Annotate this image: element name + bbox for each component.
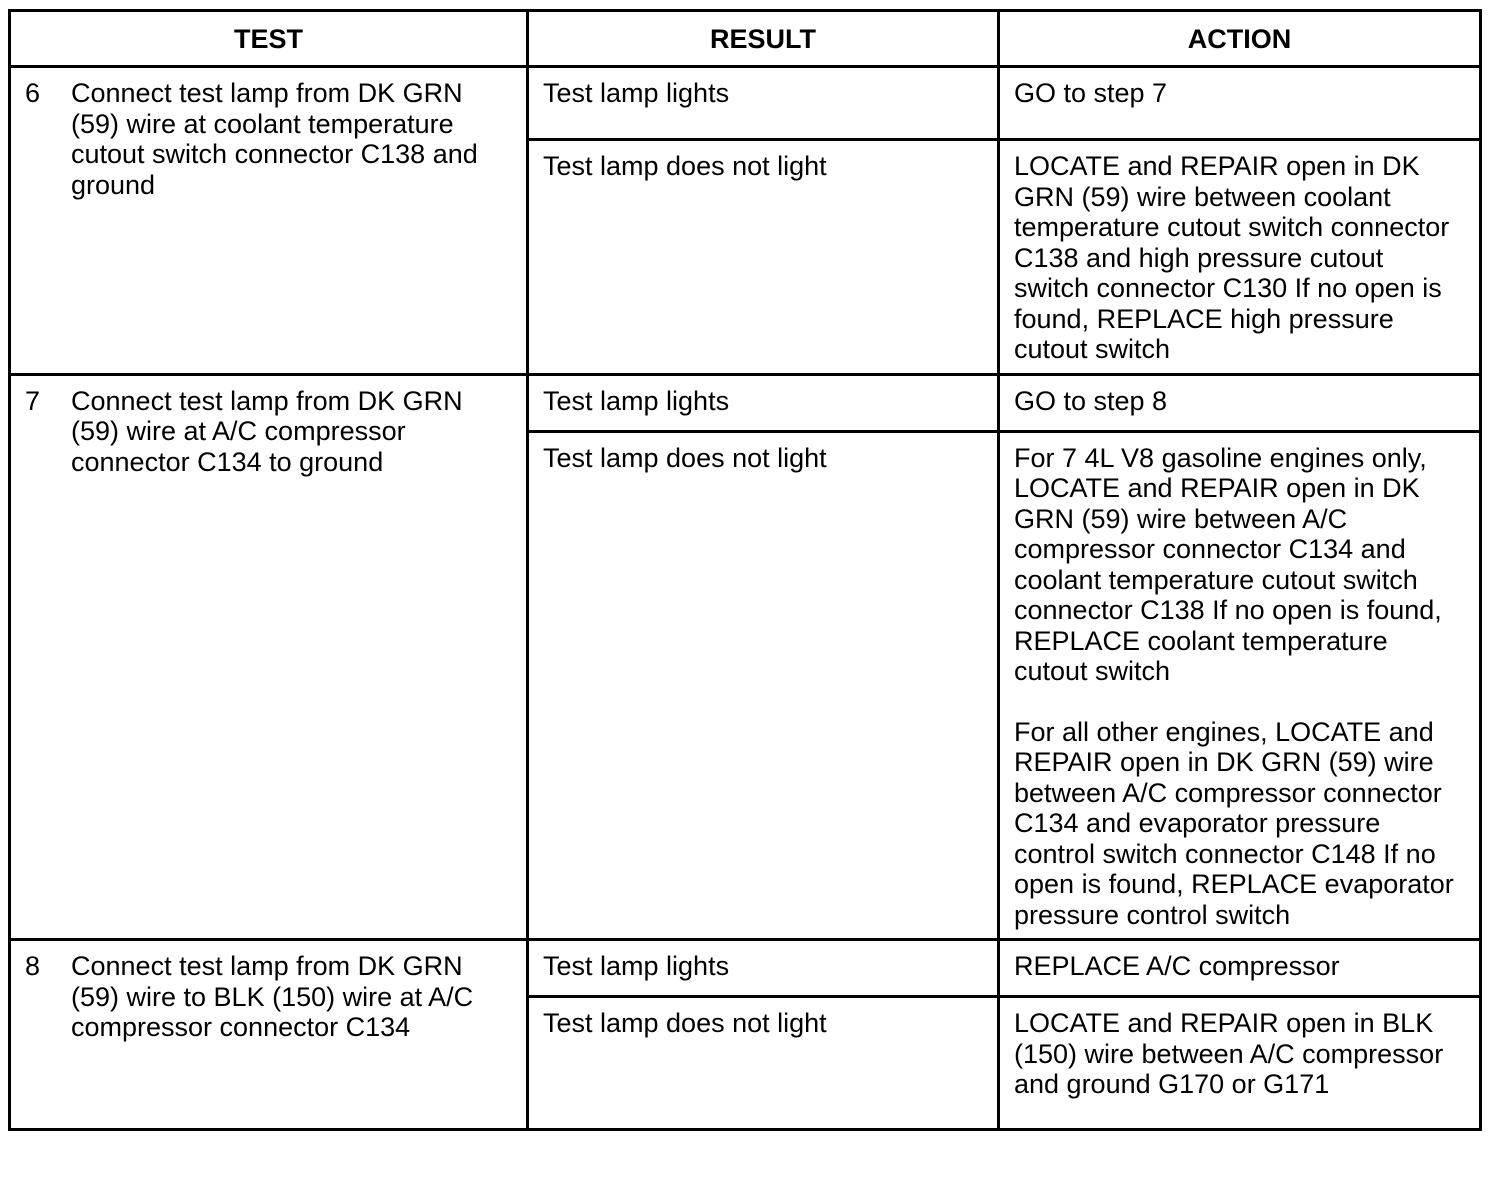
test-description: Connect test lamp from DK GRN (59) wire to BLK (150) wire at A/C compressor connector C134: [71, 951, 474, 1042]
test-description: Connect test lamp from DK GRN (59) wire at A/C compressor connector C134 to ground: [71, 385, 463, 477]
test-description: Connect test lamp from DK GRN (59) wire at coolant temperature cutout switch connector C138 and ground: [71, 78, 478, 200]
result-cell: Test lamp does not light: [528, 140, 999, 375]
action-text: GO to step 7: [1014, 78, 1168, 108]
step-number: 7: [25, 385, 41, 416]
test-cell-step-7: [10, 374, 528, 940]
action-cell: [999, 67, 1481, 140]
action-text: LOCATE and REPAIR open in BLK (150) wire between A/C compressor and ground G170 or G171: [1014, 1008, 1444, 1099]
step-number: 6: [25, 78, 41, 108]
result-cell: Test lamp does not light: [528, 431, 999, 940]
header-test: TEST: [10, 11, 528, 67]
action-text: REPLACE A/C compressor: [1014, 951, 1340, 981]
test-cell-step-6: [10, 67, 528, 375]
header-action: ACTION: [999, 11, 1481, 67]
diagnosis-table: [8, 9, 1482, 1131]
step-number: 8: [25, 951, 41, 981]
result-cell: Test lamp lights: [528, 374, 999, 431]
action-cell: [999, 374, 1481, 431]
action-cell: [999, 140, 1481, 375]
action-text: For all other engines, LOCATE and REPAIR open in DK GRN (59) wire between A/C compressor connector C134 and evaporator pressure control switch connector C148 If no open is found, REPLACE evaporator pressure control switch: [1014, 716, 1454, 930]
action-cell: [999, 431, 1481, 940]
test-cell-step-8: [10, 940, 528, 1130]
action-text: GO to step 8: [1014, 385, 1168, 416]
table-row: [10, 67, 1481, 140]
action-text: For 7 4L V8 gasoline engines only, LOCATE and REPAIR open in DK GRN (59) wire between A/C compressor connector C134 and coolant temperature cutout switch connector C138 If no open is found, REPLACE coolant temperature cutout switch: [1014, 442, 1442, 686]
action-cell: [999, 997, 1481, 1130]
action-text: LOCATE and REPAIR open in DK GRN (59) wire between coolant temperature cutout switch connector C138 and high pressure cutout switch connector C130 If no open is found, REPLACE high pressure cutout switch: [1014, 151, 1450, 364]
header-row: [10, 11, 1481, 67]
result-cell: Test lamp lights: [528, 67, 999, 140]
result-cell: Test lamp does not light: [528, 997, 999, 1130]
table-row: [10, 374, 1481, 431]
table-row: [10, 940, 1481, 997]
header-result: RESULT: [528, 11, 999, 67]
result-cell: Test lamp lights: [528, 940, 999, 997]
action-cell: [999, 940, 1481, 997]
